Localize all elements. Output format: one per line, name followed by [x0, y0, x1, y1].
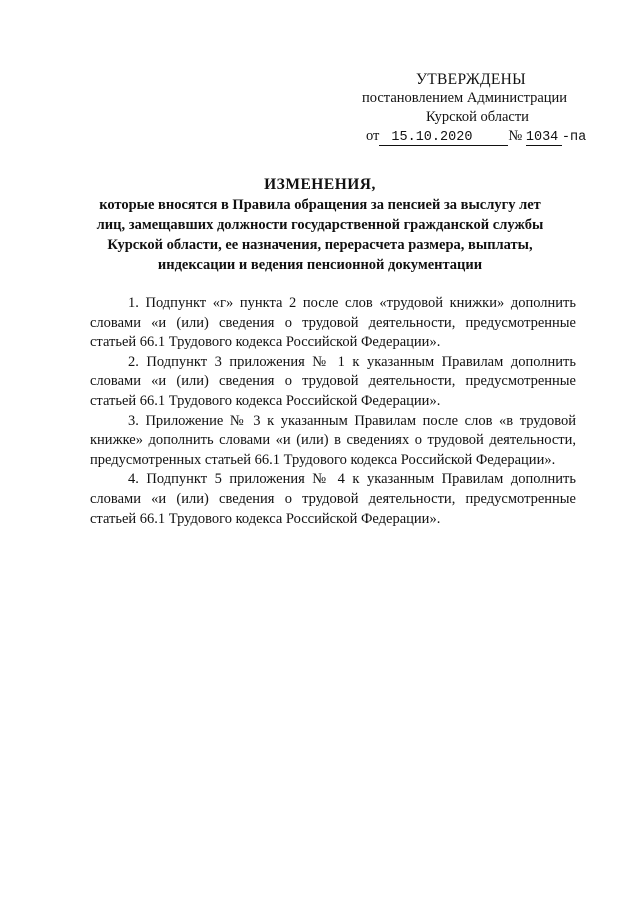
approval-date-row	[366, 127, 610, 147]
item-2: 2. Подпункт 3 приложения № 1 к указанным Правилам дополнить словами «и (или) сведения о трудовой деятельности, предусмотренные статьей 66.1 Трудового кодекса Российской Федерации».	[90, 353, 576, 409]
approval-region: Курской области	[426, 109, 529, 125]
document-title	[70, 175, 570, 275]
approval-authority: постановлением Администрации	[362, 90, 568, 106]
title-line-2: лиц, замещавших должности государственной гражданской службы	[96, 217, 544, 233]
approval-block	[360, 70, 610, 147]
item-4: 4. Подпункт 5 приложения № 4 к указанным Правилам дополнить словами «и (или) сведения о трудовой деятельности, предусмотренные статьей 66.1 Трудового кодекса Российской Федерации».	[90, 471, 576, 527]
title-heading: ИЗМЕНЕНИЯ,	[264, 176, 376, 193]
document-body	[90, 294, 576, 529]
number-prefix: №	[508, 128, 523, 144]
title-line-1: которые вносятся в Правила обращения за пенсией за выслугу лет	[99, 197, 541, 213]
item-1: 1. Подпункт «г» пункта 2 после слов «трудовой книжки» дополнить словами «и (или) сведения о трудовой деятельности, предусмотренные статьей 66.1 Трудового кодекса Российской Федерации».	[90, 295, 576, 351]
approval-date: 15.10.2020	[379, 130, 508, 146]
approval-number: 1034	[526, 130, 562, 146]
date-prefix: от	[366, 128, 380, 144]
title-line-4: индексации и ведения пенсионной документации	[157, 257, 483, 273]
approval-number-suffix: -па	[561, 130, 587, 145]
approval-stamp: УТВЕРЖДЕНЫ	[416, 71, 526, 88]
item-3: 3. Приложение № 3 к указанным Правилам после слов «в трудовой книжке» дополнить словами «и (или) в сведениях о трудовой деятельности, предусмотренных статьей 66.1 Трудового кодекса Российской Федерации».	[90, 412, 576, 468]
title-line-3: Курской области, ее назначения, перерасчета размера, выплаты,	[107, 237, 533, 253]
